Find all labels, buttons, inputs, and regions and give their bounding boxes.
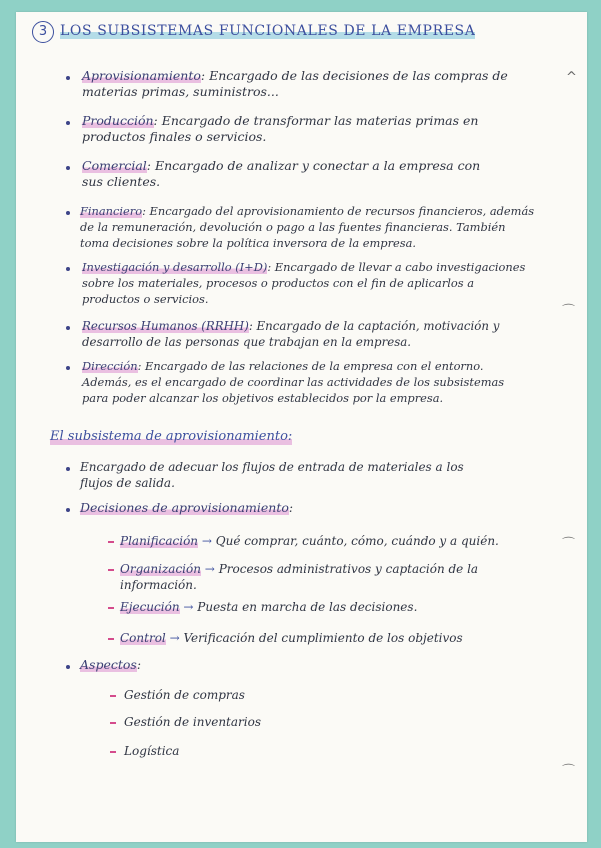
decision-text: Puesta en marcha de las decisiones.: [197, 600, 418, 614]
arrow-icon: →: [204, 562, 215, 576]
item-produccion: [82, 113, 478, 129]
margin-mark: ⌒: [562, 304, 576, 319]
item-id: [82, 259, 525, 275]
decision-organizacion: [120, 561, 478, 577]
item-direccion: [82, 358, 484, 374]
item-rrhh: [82, 318, 499, 334]
decisions-colon: :: [288, 500, 294, 515]
decision-text: Verificación del cumplimiento de los objetivos: [183, 631, 463, 645]
arrow-icon: →: [201, 534, 212, 548]
item-text-continued: toma decisiones sobre la política inversora de la empresa.: [80, 236, 417, 250]
item-text-continued: materias primas, suministros...: [82, 84, 279, 99]
decision-key: Control: [120, 631, 166, 645]
bullet: [66, 211, 70, 215]
margin-mark: ⌒: [562, 537, 576, 552]
decision-text: Qué comprar, cuánto, cómo, cuándo y a quién.: [215, 534, 499, 548]
decision-control: [120, 630, 463, 646]
bullet: [66, 665, 70, 669]
decisions-key: Decisiones de aprovisionamiento: [80, 500, 289, 515]
decision-text: Procesos administrativos y captación de la: [218, 562, 479, 576]
item-financiero: [80, 203, 534, 219]
bullet: [66, 467, 70, 471]
item-text-continued: sobre los materiales, procesos o productos con el fin de aplicarlos a: [82, 276, 475, 290]
bullet: [66, 121, 70, 125]
item-text: : Encargado de las decisiones de las compras de: [200, 68, 508, 83]
arrow-icon: →: [169, 631, 180, 645]
item-key: Comercial: [82, 158, 147, 173]
aspect-item: Logística: [124, 744, 180, 758]
item-key: Dirección: [82, 359, 138, 373]
section-number: 3: [32, 21, 54, 43]
page-title: LOS SUBSISTEMAS FUNCIONALES DE LA EMPRESA: [60, 23, 476, 39]
aspect-item: Gestión de inventarios: [124, 715, 261, 729]
subsection-heading: El subsistema de aprovisionamiento:: [50, 429, 293, 444]
dash: [110, 751, 116, 753]
subsection-intro-continued: flujos de salida.: [80, 476, 175, 490]
dash: [108, 569, 114, 571]
bullet: [66, 76, 70, 80]
item-key: Recursos Humanos (RRHH): [82, 319, 249, 333]
item-key: Aprovisionamiento: [82, 68, 201, 83]
bullet: [66, 326, 70, 330]
decision-ejecucion: [120, 599, 417, 615]
item-text: : Encargado de analizar y conectar a la empresa con: [146, 158, 481, 173]
item-text-continued: Además, es el encargado de coordinar las actividades de los subsistemas: [82, 375, 505, 389]
item-text-continued: de la remuneración, devolución o pago a las fuentes financieras. También: [80, 220, 506, 234]
decision-key: Ejecución: [120, 600, 180, 614]
aspects-label: [80, 657, 141, 673]
item-text-continued: desarrollo de las personas que trabajan en la empresa.: [82, 335, 412, 349]
item-comercial: [82, 158, 480, 174]
dash: [108, 541, 114, 543]
decisions-label: [80, 500, 293, 516]
bullet: [66, 166, 70, 170]
margin-mark: ^: [566, 70, 577, 85]
dash: [108, 638, 114, 640]
dash: [110, 695, 116, 697]
aspects-key: Aspectos: [80, 657, 137, 672]
item-text: : Encargado de las relaciones de la empresa con el entorno.: [137, 359, 484, 373]
item-text: : Encargado del aprovisionamiento de recursos financieros, además: [142, 204, 535, 218]
item-text: : Encargado de la captación, motivación y: [248, 319, 500, 333]
aspects-colon: :: [136, 657, 142, 672]
margin-mark: ⌒: [562, 764, 576, 779]
item-key: Producción: [82, 113, 154, 128]
item-text-continued: productos finales o servicios.: [82, 129, 267, 144]
item-text-continued: sus clientes.: [82, 174, 161, 189]
dash: [108, 607, 114, 609]
decision-planificacion: [120, 533, 499, 549]
subsection-intro: Encargado de adecuar los flujos de entrada de materiales a los: [80, 460, 464, 474]
decision-text-continued: información.: [120, 578, 197, 592]
bullet: [66, 267, 70, 271]
item-text-continued: para poder alcanzar los objetivos establecidos por la empresa.: [82, 391, 444, 405]
aspect-item: Gestión de compras: [124, 688, 245, 702]
bullet: [66, 366, 70, 370]
arrow-icon: →: [183, 600, 194, 614]
item-text-continued: productos o servicios.: [82, 292, 209, 306]
item-text: : Encargado de transformar las materias primas en: [153, 113, 479, 128]
dash: [110, 722, 116, 724]
decision-key: Planificación: [120, 534, 199, 548]
item-text: : Encargado de llevar a cabo investigaciones: [267, 260, 526, 274]
item-key: Investigación y desarrollo (I+D): [82, 260, 268, 274]
bullet: [66, 508, 70, 512]
item-aprovisionamiento: [82, 68, 508, 84]
item-key: Financiero: [80, 204, 143, 218]
decision-key: Organización: [120, 562, 201, 576]
